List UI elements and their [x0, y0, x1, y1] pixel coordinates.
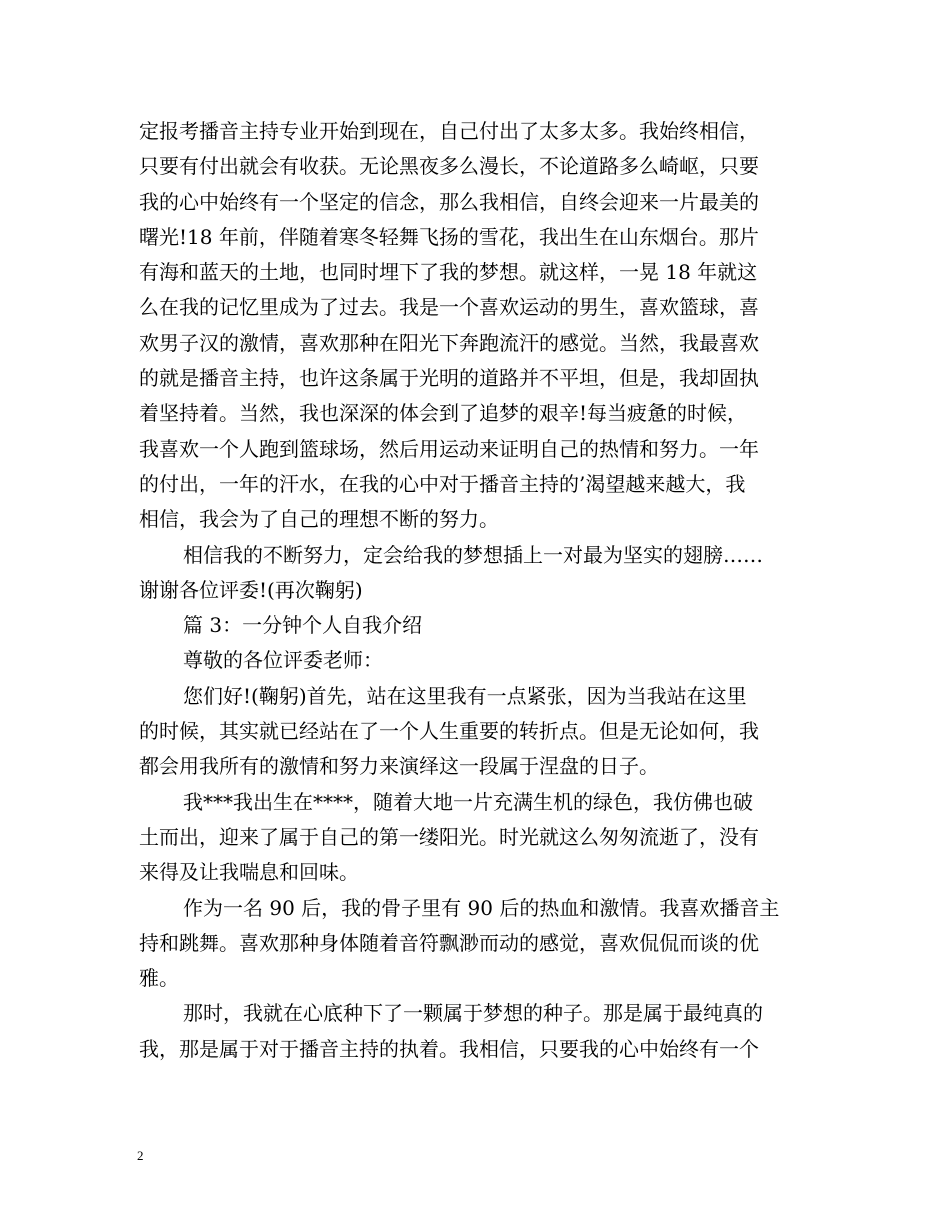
text-line: 都会用我所有的激情和努力来演绎这一段属于涅盘的日子。 — [139, 754, 659, 779]
text-line: 来得及让我喘息和回味。 — [139, 860, 359, 885]
text-line: 的就是播音主持，也许这条属于光明的道路并不平坦，但是，我却固执 — [139, 366, 759, 391]
text-line: 着坚持着。当然，我也深深的体会到了追梦的艰辛!每当疲惫的时候， — [139, 401, 748, 426]
text-line: 土而出，迎来了属于自己的第一缕阳光。时光就这么匆匆流逝了，没有 — [139, 824, 759, 849]
text-line: 有海和蓝天的土地，也同时埋下了我的梦想。就这样，一晃 18 年就这 — [139, 260, 758, 285]
text-line: 我喜欢一个人跑到篮球场，然后用运动来证明自己的热情和努力。一年 — [139, 436, 759, 461]
text-line: 那时，我就在心底种下了一颗属于梦想的种子。那是属于最纯真的 — [183, 1001, 763, 1026]
text-line: 曙光!18 年前，伴随着寒冬轻舞飞扬的雪花，我出生在山东烟台。那片 — [139, 224, 759, 249]
text-line: 雅。 — [139, 966, 179, 991]
text-line: 只要有付出就会有收获。无论黑夜多么漫长，不论道路多么崎岖，只要 — [139, 154, 759, 179]
text-line: 的付出，一年的汗水，在我的心中对于播音主持的’渴望越来越大，我 — [139, 471, 746, 496]
text-line: 定报考播音主持专业开始到现在，自己付出了太多太多。我始终相信， — [139, 119, 759, 143]
text-line: 我，那是属于对于播音主持的执着。我相信，只要我的心中始终有一个 — [139, 1036, 759, 1061]
page-number: 2 — [137, 1148, 144, 1163]
section-heading: 篇 3：一分钟个人自我介绍 — [183, 613, 423, 638]
text-line: 我的心中始终有一个坚定的信念，那么我相信，自终会迎来一片最美的 — [139, 189, 759, 214]
text-line: 欢男子汉的激情，喜欢那种在阳光下奔跑流汗的感觉。当然，我最喜欢 — [139, 330, 759, 355]
text-line: 作为一名 90 后，我的骨子里有 90 后的热血和激情。我喜欢播音主 — [183, 895, 780, 920]
text-line: 么在我的记忆里成为了过去。我是一个喜欢运动的男生，喜欢篮球，喜 — [139, 295, 759, 320]
body-text — [139, 114, 811, 1067]
text-line: 您们好!(鞠躬)首先，站在这里我有一点紧张，因为当我站在这里 — [183, 683, 747, 708]
text-line: 谢谢各位评委!(再次鞠躬) — [139, 577, 363, 602]
text-line: 相信，我会为了自己的理想不断的努力。 — [139, 507, 499, 532]
text-line: 的时候，其实就已经站在了一个人生重要的转折点。但是无论如何，我 — [139, 719, 759, 744]
text-line: 相信我的不断努力，定会给我的梦想插上一对最为坚实的翅膀…… — [183, 542, 763, 567]
salutation: 尊敬的各位评委老师： — [183, 648, 383, 673]
text-line: 我***我出生在****，随着大地一片充满生机的绿色，我仿佛也破 — [183, 789, 753, 814]
text-line: 持和跳舞。喜欢那种身体随着音符飘渺而动的感觉，喜欢侃侃而谈的优 — [139, 930, 759, 955]
